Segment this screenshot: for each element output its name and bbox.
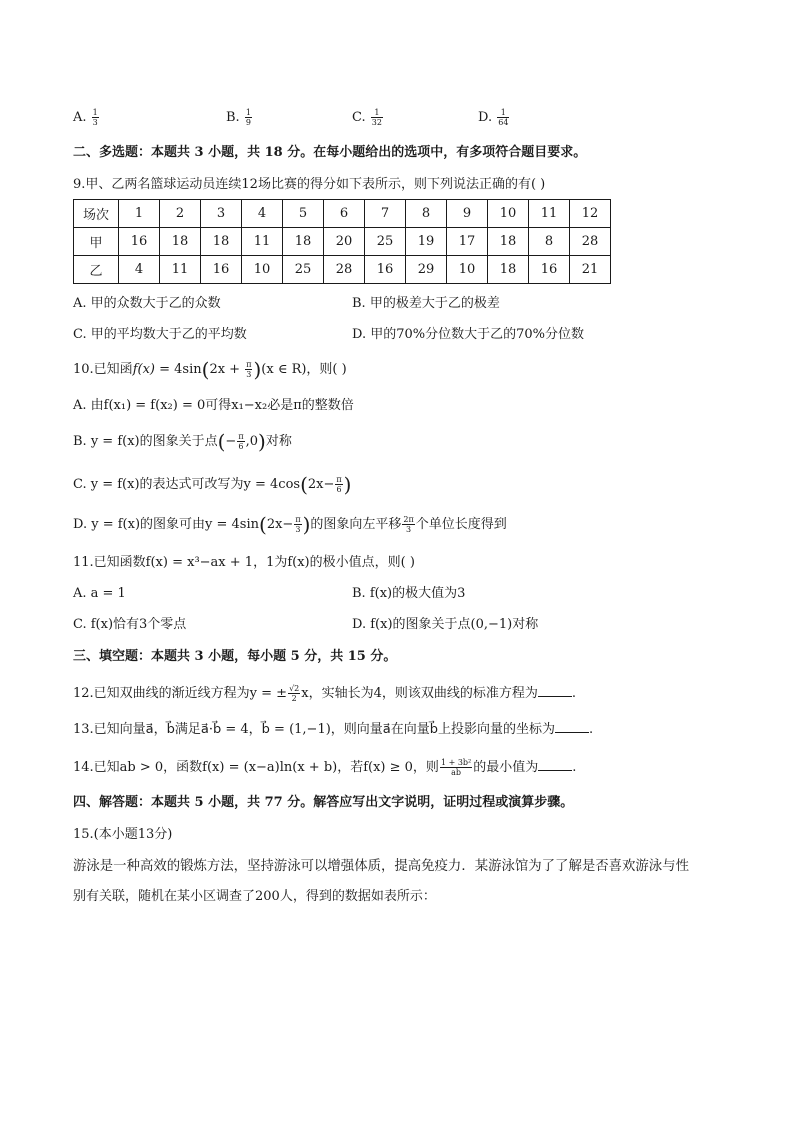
q10-b-suffix: 对称 bbox=[265, 434, 292, 449]
table-cell: 2 bbox=[160, 200, 201, 228]
answer-blank[interactable] bbox=[555, 720, 589, 733]
q10-b-prefix: B. y = f(x)的图象关于点 bbox=[73, 434, 218, 449]
q14-prefix: 14.已知ab > 0，函数f(x) = (x−a)ln(x + b)，若f(x) ≥ 0，则 bbox=[73, 760, 439, 775]
q10-d-suffix: 个单位长度得到 bbox=[415, 517, 507, 532]
table-cell: 10 bbox=[447, 256, 488, 284]
q15-line1: 游泳是一种高效的锻炼方法，坚持游泳可以增强体质，提高免疫力．某游泳馆为了了解是否喜欢游泳与性 bbox=[73, 859, 689, 874]
q13-stem bbox=[73, 720, 593, 739]
frac-num: π bbox=[295, 515, 301, 524]
q10-fx: f(x) bbox=[132, 362, 155, 377]
q9-score-table bbox=[73, 199, 611, 284]
frac-den: 3 bbox=[92, 118, 98, 127]
frac-num: π bbox=[246, 360, 252, 369]
table-cell: 10 bbox=[242, 256, 283, 284]
table-cell: 28 bbox=[324, 256, 365, 284]
q10-d-inner: 2x− bbox=[266, 517, 294, 532]
q9-option-a: A. 甲的众数大于乙的众数 bbox=[73, 296, 221, 311]
q15-line2: 别有关联，随机在某小区调查了200人，得到的数据如表所示： bbox=[73, 889, 436, 904]
q13-text: 13.已知向量a⃗，b⃗满足a⃗·b⃗ = 4，b⃗ = (1,−1)，则向量a⃗在向量b⃗上投影向量的坐标为 bbox=[73, 722, 556, 737]
paren-open: ( bbox=[201, 357, 210, 382]
table-cell: 11 bbox=[529, 200, 570, 228]
table-cell: 25 bbox=[283, 256, 324, 284]
table-cell: 12 bbox=[570, 200, 611, 228]
frac-num: 1 + 3b² bbox=[440, 758, 472, 767]
q10-inner: 2x + bbox=[209, 362, 245, 377]
frac-num: √2 bbox=[289, 684, 300, 693]
fraction bbox=[237, 432, 244, 451]
table-cell: 18 bbox=[488, 228, 529, 256]
fraction bbox=[294, 515, 301, 534]
frac-num: π bbox=[336, 475, 342, 484]
table-cell: 7 bbox=[365, 200, 406, 228]
section3-title: 三、填空题：本题共 3 小题，每小题 5 分，共 15 分。 bbox=[73, 649, 397, 664]
fraction bbox=[371, 108, 383, 127]
q10-c-prefix: C. y = f(x)的表达式可改写为y = 4cos bbox=[73, 477, 301, 492]
q10-c-inner: 2x− bbox=[307, 477, 335, 492]
fraction bbox=[288, 684, 300, 703]
q10-d-prefix: D. y = f(x)的图象可由y = 4sin bbox=[73, 517, 259, 532]
table-cell: 4 bbox=[242, 200, 283, 228]
option-letter: B. bbox=[226, 110, 240, 125]
q14-end: . bbox=[572, 760, 577, 775]
q14-suffix: 的最小值为 bbox=[473, 760, 539, 775]
q10-option-c bbox=[73, 472, 352, 497]
table-cell: 1 bbox=[119, 200, 160, 228]
frac-den: 32 bbox=[371, 118, 382, 127]
q11-option-a: A. a = 1 bbox=[73, 586, 126, 601]
option-letter: D. bbox=[478, 110, 493, 125]
q11-option-c: C. f(x)恰有3个零点 bbox=[73, 617, 187, 632]
q10-eq: = 4sin bbox=[154, 362, 202, 377]
frac-num: π bbox=[238, 432, 244, 441]
q11-option-b: B. f(x)的极大值为3 bbox=[352, 586, 466, 601]
paren-close: ) bbox=[253, 357, 262, 382]
q10-option-d bbox=[73, 512, 507, 537]
paren-close: ) bbox=[302, 512, 311, 537]
frac-den: 3 bbox=[406, 525, 412, 534]
q10-b-tail: ,0 bbox=[245, 434, 258, 449]
q10-stem-suffix: (x ∈ R)，则( ) bbox=[261, 362, 347, 377]
frac-den: 6 bbox=[238, 442, 244, 451]
q9-option-d: D. 甲的70%分位数大于乙的70%分位数 bbox=[352, 327, 585, 342]
q10-stem bbox=[73, 357, 347, 382]
table-row bbox=[74, 256, 611, 284]
fraction bbox=[440, 758, 472, 777]
q9-option-c: C. 甲的平均数大于乙的平均数 bbox=[73, 327, 247, 342]
table-cell: 3 bbox=[201, 200, 242, 228]
frac-den: 2 bbox=[291, 694, 297, 703]
q10-stem-prefix: 10.已知函 bbox=[73, 362, 133, 377]
paren-close: ) bbox=[343, 472, 352, 497]
q10-option-b bbox=[73, 429, 292, 454]
paren-close: ) bbox=[258, 429, 266, 454]
table-cell: 16 bbox=[529, 256, 570, 284]
table-cell: 8 bbox=[406, 200, 447, 228]
fraction bbox=[245, 108, 252, 127]
q14-stem bbox=[73, 758, 576, 777]
frac-num: 1 bbox=[371, 108, 383, 118]
table-row bbox=[74, 228, 611, 256]
section4-title: 四、解答题：本题共 5 小题，共 77 分。解答应写出文字说明，证明过程或演算步骤。 bbox=[73, 795, 574, 810]
q8-option-d bbox=[478, 108, 510, 127]
table-cell: 10 bbox=[488, 200, 529, 228]
table-cell: 11 bbox=[160, 256, 201, 284]
paren-open: ( bbox=[300, 472, 308, 497]
frac-den: 6 bbox=[336, 485, 342, 494]
table-header-row bbox=[74, 200, 611, 228]
section2-title: 二、多选题：本题共 3 小题，共 18 分。在每小题给出的选项中，有多项符合题目要求。 bbox=[73, 145, 587, 160]
q12-prefix: 12.已知双曲线的渐近线方程为y = ± bbox=[73, 686, 288, 701]
table-cell: 8 bbox=[529, 228, 570, 256]
table-cell: 16 bbox=[201, 256, 242, 284]
option-letter: C. bbox=[352, 110, 366, 125]
table-cell: 乙 bbox=[74, 256, 119, 284]
q10-b-minus: − bbox=[225, 434, 237, 449]
answer-blank[interactable] bbox=[538, 684, 572, 697]
table-cell: 19 bbox=[406, 228, 447, 256]
q12-stem bbox=[73, 684, 576, 703]
q12-suffix: x，实轴长为4，则该双曲线的标准方程为 bbox=[301, 686, 538, 701]
table-cell: 18 bbox=[201, 228, 242, 256]
table-cell: 4 bbox=[119, 256, 160, 284]
table-cell: 甲 bbox=[74, 228, 119, 256]
fraction bbox=[335, 475, 342, 494]
q10-option-a: A. 由f(x₁) = f(x₂) = 0可得x₁−x₂必是π的整数倍 bbox=[73, 398, 354, 413]
answer-blank[interactable] bbox=[538, 758, 572, 771]
q12-end: . bbox=[571, 686, 577, 701]
table-cell: 6 bbox=[324, 200, 365, 228]
q10-d-mid: 的图象向左平移 bbox=[310, 517, 402, 532]
q11-stem: 11.已知函数f(x) = x³−ax + 1，1为f(x)的极小值点，则( ) bbox=[73, 555, 415, 570]
q9-option-b: B. 甲的极差大于乙的极差 bbox=[352, 296, 500, 311]
q8-option-b bbox=[226, 108, 253, 127]
q8-option-a bbox=[73, 108, 100, 127]
table-cell: 18 bbox=[160, 228, 201, 256]
table-cell: 16 bbox=[119, 228, 160, 256]
table-cell: 16 bbox=[365, 256, 406, 284]
paren-open: ( bbox=[259, 512, 267, 537]
table-cell: 28 bbox=[570, 228, 611, 256]
frac-num: 1 bbox=[245, 108, 251, 117]
fraction bbox=[497, 108, 509, 127]
q9-stem: 9.甲、乙两名篮球运动员连续12场比赛的得分如下表所示，则下列说法正确的有( ) bbox=[73, 177, 546, 192]
paren-open: ( bbox=[217, 429, 226, 454]
frac-num: 1 bbox=[497, 108, 509, 118]
frac-den: 9 bbox=[245, 118, 251, 127]
table-cell: 29 bbox=[406, 256, 447, 284]
frac-den: 3 bbox=[246, 370, 252, 379]
option-letter: A. bbox=[73, 110, 87, 125]
q13-end: . bbox=[589, 722, 594, 737]
table-cell: 18 bbox=[488, 256, 529, 284]
table-cell: 5 bbox=[283, 200, 324, 228]
frac-den: 3 bbox=[295, 525, 301, 534]
fraction bbox=[92, 108, 99, 127]
table-cell: 17 bbox=[447, 228, 488, 256]
table-cell: 场次 bbox=[74, 200, 119, 228]
q11-option-d: D. f(x)的图象关于点(0,−1)对称 bbox=[352, 617, 539, 632]
fraction bbox=[402, 515, 414, 534]
table-cell: 25 bbox=[365, 228, 406, 256]
table-cell: 20 bbox=[324, 228, 365, 256]
table-cell: 18 bbox=[283, 228, 324, 256]
table-cell: 21 bbox=[570, 256, 611, 284]
q15-header: 15.(本小题13分) bbox=[73, 827, 173, 842]
q8-option-c bbox=[352, 108, 384, 127]
fraction bbox=[245, 360, 252, 379]
frac-num: 2π bbox=[403, 515, 414, 524]
frac-den: ab bbox=[451, 768, 462, 777]
table-cell: 9 bbox=[447, 200, 488, 228]
frac-den: 64 bbox=[498, 118, 509, 127]
table-cell: 11 bbox=[242, 228, 283, 256]
frac-num: 1 bbox=[92, 108, 98, 117]
